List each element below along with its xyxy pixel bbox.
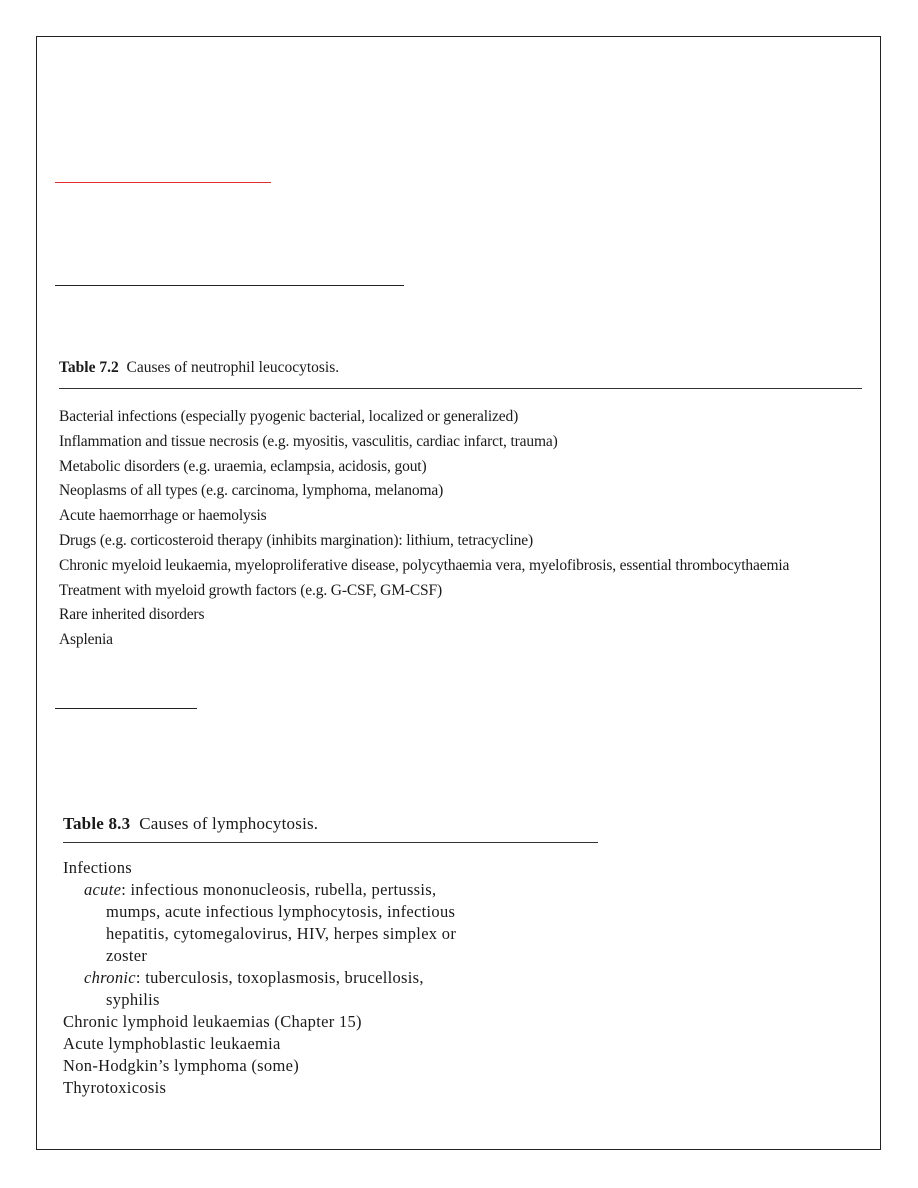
table-title: Causes of lymphocytosis. <box>139 814 319 833</box>
table-row-acute-cont: hepatitis, cytomegalovirus, HIV, herpes simplex or <box>106 924 457 943</box>
chronic-line: : tuberculosis, toxoplasmosis, brucellosis, <box>135 968 424 987</box>
table-number: Table 8.3 <box>63 814 131 833</box>
table-row-acute-cont: zoster <box>106 946 148 965</box>
table-row: Treatment with myeloid growth factors (e.g. G-CSF, GM-CSF) <box>59 581 442 599</box>
table-neutrophil-leucocytosis <box>59 358 864 653</box>
caption-rule <box>59 388 862 389</box>
table-row-chronic <box>63 967 603 989</box>
table-row: Inflammation and tissue necrosis (e.g. myositis, vasculitis, cardiac infarct, trauma) <box>59 432 558 450</box>
table-row: Acute haemorrhage or haemolysis <box>59 507 267 525</box>
table-row: Bacterial infections (especially pyogenic bacterial, localized or generalized) <box>59 408 519 425</box>
table-row-chronic-cont: syphilis <box>106 990 160 1009</box>
table-lymphocytosis <box>63 812 603 1099</box>
table-title: Causes of neutrophil leucocytosis. <box>126 359 340 376</box>
acute-line: : infectious mononucleosis, rubella, pertussis, <box>121 880 437 899</box>
table-rows <box>59 405 864 653</box>
table-row: Chronic lymphoid leukaemias (Chapter 15) <box>63 1012 362 1031</box>
acute-label: acute <box>84 880 122 899</box>
table-row-acute <box>63 879 603 901</box>
table-row: Acute lymphoblastic leukaemia <box>63 1034 281 1053</box>
table-row-acute-cont: mumps, acute infectious lymphocytosis, infectious <box>106 902 456 921</box>
table-rows <box>63 857 603 1099</box>
table-row: Thyrotoxicosis <box>63 1078 167 1097</box>
caption-rule <box>63 842 598 843</box>
red-heading-underline <box>55 182 271 183</box>
table-row: Metabolic disorders (e.g. uraemia, eclampsia, acidosis, gout) <box>59 457 427 475</box>
heading-underline-1 <box>55 285 404 286</box>
table-caption <box>59 358 864 378</box>
table-row: Asplenia <box>59 631 113 649</box>
table-row: Chronic myeloid leukaemia, myeloproliferative disease, polycythaemia vera, myelofibrosis, essential thrombocythaemia <box>59 556 790 574</box>
chronic-label: chronic <box>84 968 136 987</box>
table-row-infections: Infections <box>63 858 132 877</box>
table-row: Rare inherited disorders <box>59 606 205 624</box>
table-caption <box>63 812 603 836</box>
table-row: Non-Hodgkin’s lymphoma (some) <box>63 1056 300 1075</box>
heading-underline-2 <box>55 708 197 709</box>
table-number: Table 7.2 <box>59 359 119 376</box>
table-row: Neoplasms of all types (e.g. carcinoma, lymphoma, melanoma) <box>59 482 444 500</box>
table-row: Drugs (e.g. corticosteroid therapy (inhibits margination): lithium, tetracycline) <box>59 531 533 549</box>
